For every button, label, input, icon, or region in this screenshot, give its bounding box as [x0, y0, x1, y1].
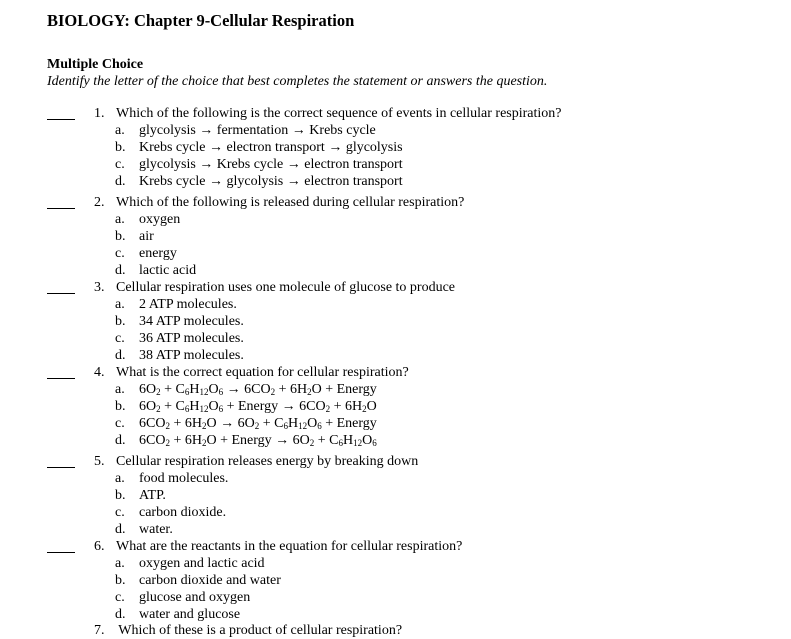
choice-letter: a. — [115, 556, 125, 571]
page-title: BIOLOGY: Chapter 9-Cellular Respiration — [47, 11, 355, 30]
choice-text: 34 ATP molecules. — [139, 314, 244, 329]
choice-text: ATP. — [139, 488, 166, 503]
choice-text: glycolysis → fermentation → Krebs cycle — [139, 123, 376, 138]
choice-text: $6O_2 + C_6H_{12}O_6$ + Energy → $6CO_2 + 6H_2O$ — [139, 399, 377, 414]
choice-letter: b. — [115, 140, 126, 155]
choice-letter: a. — [115, 123, 125, 138]
choice-letter: c. — [115, 246, 125, 261]
question-stem: Which of these is a product of cellular respiration? — [118, 623, 403, 638]
choice-text: Krebs cycle → electron transport → glycolysis — [139, 140, 403, 155]
answer-blank[interactable] — [47, 364, 75, 379]
question-number: 4. — [94, 365, 105, 380]
choice-letter: c. — [115, 416, 125, 431]
question-stem: Which of the following is the correct sequence of events in cellular respiration? — [116, 106, 562, 121]
choice-text: oxygen and lactic acid — [139, 556, 265, 571]
choice-text: water. — [139, 522, 173, 537]
choice-letter: b. — [115, 573, 126, 588]
question-stem: Cellular respiration releases energy by breaking down — [116, 454, 419, 469]
choice-text: glycolysis → Krebs cycle → electron transport — [139, 157, 403, 172]
choice-text: $6CO_2 + 6H_2O \to 6O_2 + C_6H_{12}O_6$ + Energy — [139, 416, 377, 431]
question-stem: What is the correct equation for cellular respiration? — [116, 365, 409, 380]
choice-letter: c. — [115, 590, 125, 605]
choice-letter: c. — [115, 157, 125, 172]
question-number: 1. — [94, 106, 105, 121]
choice-letter: a. — [115, 212, 125, 227]
choice-text: $6O_2 + C_6H_{12}O_6 \to 6CO_2 + 6H_2O$ + Energy — [139, 382, 377, 397]
question-7-partial — [94, 622, 402, 639]
choice-letter: c. — [115, 331, 125, 346]
question-number: 7. — [94, 623, 105, 638]
answer-blank[interactable] — [47, 453, 75, 468]
section-heading: Multiple Choice — [47, 57, 144, 72]
choice-text: $6CO_2 + 6H_2O$ + Energy → $6O_2 + C_6H_{12}O_6$ — [139, 433, 377, 448]
question-stem: What are the reactants in the equation for cellular respiration? — [116, 539, 463, 554]
choice-text: air — [139, 229, 154, 244]
choice-text: oxygen — [139, 212, 181, 227]
choice-text: 36 ATP molecules. — [139, 331, 244, 346]
choice-text: energy — [139, 246, 177, 261]
choice-letter: b. — [115, 229, 126, 244]
answer-blank[interactable] — [47, 279, 75, 294]
question-number: 6. — [94, 539, 105, 554]
choice-text: carbon dioxide and water — [139, 573, 281, 588]
choice-text: carbon dioxide. — [139, 505, 227, 520]
choice-letter: a. — [115, 297, 125, 312]
choice-letter: d. — [115, 607, 126, 622]
choice-letter: b. — [115, 399, 126, 414]
instructions: Identify the letter of the choice that best completes the statement or answers the question. — [47, 74, 548, 89]
choice-letter: d. — [115, 348, 126, 363]
choice-text: Krebs cycle → glycolysis → electron transport — [139, 174, 403, 189]
choice-text: water and glucose — [139, 607, 241, 622]
question-stem: Which of the following is released during cellular respiration? — [116, 195, 465, 210]
choice-text: lactic acid — [139, 263, 197, 278]
choice-letter: c. — [115, 505, 125, 520]
choice-text: 38 ATP molecules. — [139, 348, 244, 363]
choice-text: 2 ATP molecules. — [139, 297, 237, 312]
question-number: 3. — [94, 280, 105, 295]
question-number: 2. — [94, 195, 105, 210]
choice-text: glucose and oxygen — [139, 590, 251, 605]
choice-letter: d. — [115, 522, 126, 537]
choice-letter: d. — [115, 263, 126, 278]
answer-blank[interactable] — [47, 105, 75, 120]
answer-blank[interactable] — [47, 538, 75, 553]
question-number: 5. — [94, 454, 105, 469]
choice-letter: a. — [115, 382, 125, 397]
answer-blank[interactable] — [47, 194, 75, 209]
choice-letter: b. — [115, 488, 126, 503]
choice-letter: d. — [115, 433, 126, 448]
choice-letter: b. — [115, 314, 126, 329]
choice-text: food molecules. — [139, 471, 229, 486]
choice-letter: a. — [115, 471, 125, 486]
question-stem: Cellular respiration uses one molecule of glucose to produce — [116, 280, 456, 295]
choice-letter: d. — [115, 174, 126, 189]
